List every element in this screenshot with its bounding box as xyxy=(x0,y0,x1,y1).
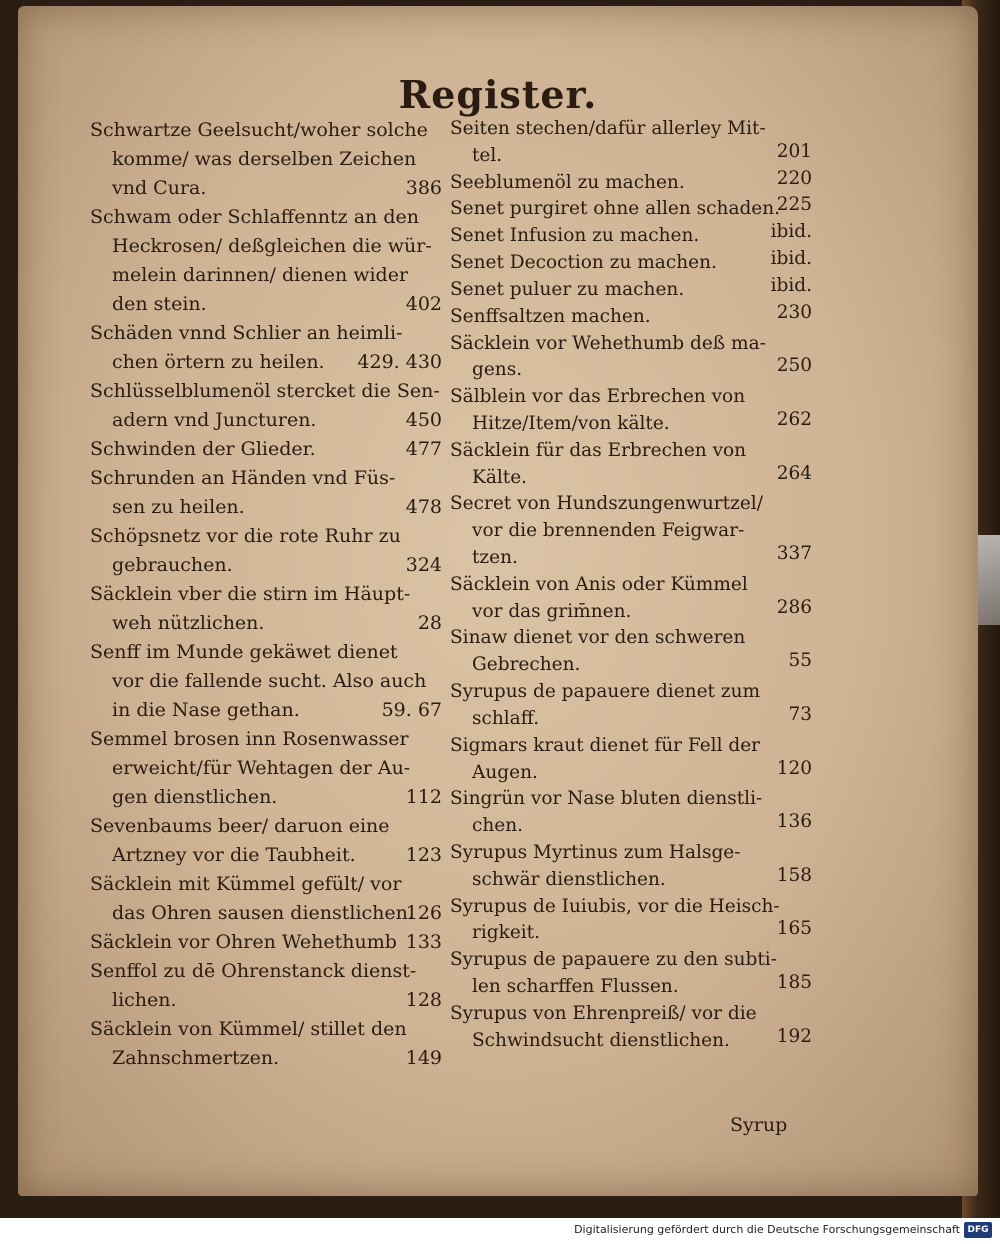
left-column xyxy=(90,116,450,1073)
entry-line: Säcklein vor Wehethumb deß ma- xyxy=(450,332,766,354)
page-reference: ibid. xyxy=(770,274,812,296)
page-reference: ibid. xyxy=(770,221,812,243)
page-reference: 286 xyxy=(776,596,812,618)
page-reference: 126 xyxy=(405,902,442,924)
register-entry xyxy=(450,947,820,1001)
page-reference: 123 xyxy=(405,844,442,866)
page-reference: 55 xyxy=(788,650,812,672)
page-reference: 225 xyxy=(776,194,812,216)
register-entry xyxy=(90,377,450,435)
entry-line: Senet puluer zu machen. xyxy=(450,278,685,300)
page-reference: 386 xyxy=(405,177,442,199)
register-entry xyxy=(90,957,450,1015)
register-entry xyxy=(90,812,450,870)
entry-line: Säcklein von Kümmel/ stillet den xyxy=(90,1018,407,1040)
register-entry xyxy=(450,331,820,385)
entry-line: Schäden vnnd Schlier an heimli- xyxy=(90,322,403,344)
entry-line: Augen. xyxy=(472,761,538,783)
register-entry xyxy=(450,274,820,304)
entry-line: das Ohren sausen dienstlichen. xyxy=(112,902,414,924)
register-entry xyxy=(90,464,450,522)
entry-line: adern vnd Juncturen. xyxy=(112,409,317,431)
entry-line: gebrauchen. xyxy=(112,554,233,576)
page-reference: 59. 67 xyxy=(381,699,442,721)
entry-line: Artzney vor die Taubheit. xyxy=(112,844,356,866)
entry-line: Seiten stechen/dafür allerley Mit- xyxy=(450,118,766,139)
entry-line: Syrupus de Iuiubis, vor die Heisch- xyxy=(450,895,780,917)
entry-line: Schwam oder Schlaffenntz an den xyxy=(90,206,419,228)
page-reference: 478 xyxy=(405,496,442,518)
entry-line: Säcklein vber die stirn im Häupt- xyxy=(90,583,411,605)
page-reference: 149 xyxy=(405,1047,442,1069)
entry-line: Schwindsucht dienstlichen. xyxy=(472,1029,730,1051)
entry-line: Secret von Hundszungenwurtzel/ xyxy=(450,493,763,515)
page-reference: 136 xyxy=(776,811,812,833)
page-reference: 324 xyxy=(405,554,442,576)
register-entry xyxy=(450,438,820,492)
entry-line: Säcklein mit Kümmel gefült/ vor xyxy=(90,873,402,895)
page-reference: 133 xyxy=(405,931,442,953)
register-entry xyxy=(90,580,450,638)
page-reference: 201 xyxy=(776,140,812,162)
entry-line: vor das grim̄nen. xyxy=(472,600,632,622)
entry-line: schwär dienstlichen. xyxy=(472,868,666,890)
funding-notice: Digitalisierung gefördert durch die Deutsche Forschungsgemeinschaft xyxy=(574,1223,960,1236)
entry-line: erweicht/für Wehtagen der Au- xyxy=(112,757,411,779)
page-reference: 477 xyxy=(405,438,442,460)
register-entry xyxy=(450,625,820,679)
catchword: Syrup xyxy=(730,1114,788,1136)
entry-line: Schlüsselblumenöl stercket die Sen- xyxy=(90,380,440,402)
register-entry xyxy=(450,733,820,787)
entry-line: tel. xyxy=(472,144,503,166)
register-entry xyxy=(450,384,820,438)
entry-line: in die Nase gethan. xyxy=(112,699,300,721)
entry-line: Säcklein für das Erbrechen von xyxy=(450,439,747,461)
entry-line: Schöpsnetz vor die rote Ruhr zu xyxy=(90,525,401,547)
entry-line: Syrupus de papauere zu den subti- xyxy=(450,949,777,971)
register-entry xyxy=(90,1015,450,1073)
register-entry xyxy=(90,203,450,319)
register-entry xyxy=(90,522,450,580)
page-reference: 185 xyxy=(776,972,812,993)
entry-line: sen zu heilen. xyxy=(112,496,245,518)
page-reference: 429. 430 xyxy=(357,351,442,373)
register-entry xyxy=(450,1001,820,1055)
entry-line: Gebrechen. xyxy=(472,654,581,676)
footer-bar xyxy=(0,1218,1000,1244)
right-column xyxy=(450,116,820,1054)
entry-line: schlaff. xyxy=(472,707,540,729)
page-reference: 28 xyxy=(417,612,442,634)
entry-line: vor die fallende sucht. Also auch xyxy=(112,670,427,692)
register-entry xyxy=(450,223,820,250)
page-reference: 402 xyxy=(405,293,442,315)
entry-line: vnd Cura. xyxy=(112,177,207,199)
register-entry xyxy=(90,725,450,812)
register-entry xyxy=(90,435,450,464)
entry-line: gen dienstlichen. xyxy=(112,786,278,808)
register-entry xyxy=(450,572,820,626)
dfg-logo: DFG xyxy=(964,1222,992,1238)
register-entry xyxy=(450,894,820,948)
entry-line: len scharffen Flussen. xyxy=(472,976,679,997)
register-entry xyxy=(90,870,450,928)
entry-line: Senffol zu dē Ohrenstanck dienst- xyxy=(90,960,417,982)
entry-line: Säcklein von Anis oder Kümmel xyxy=(450,573,748,595)
entry-line: Seeblumenöl zu machen. xyxy=(450,171,685,193)
register-entry xyxy=(90,319,450,377)
entry-line: Sevenbaums beer/ daruon eine xyxy=(90,815,390,837)
register-entry xyxy=(450,491,820,571)
entry-line: den stein. xyxy=(112,293,207,315)
register-entry xyxy=(450,840,820,894)
page-reference: 450 xyxy=(405,409,442,431)
page-reference: 165 xyxy=(776,918,812,940)
page-reference: 192 xyxy=(776,1025,812,1047)
page-reference: ibid. xyxy=(770,248,812,270)
entry-line: vor die brennenden Feigwar- xyxy=(472,520,745,542)
entry-line: lichen. xyxy=(112,989,177,1011)
entry-line: tzen. xyxy=(472,547,518,568)
page-reference: 73 xyxy=(788,703,812,725)
page-reference: 128 xyxy=(405,989,442,1011)
entry-line: Säcklein vor Ohren Wehethumb xyxy=(90,931,397,953)
page-heading: Register. xyxy=(398,72,598,117)
page-reference: 112 xyxy=(405,786,442,808)
entry-line: Syrupus Myrtinus zum Halsge- xyxy=(450,841,741,863)
entry-line: Zahnschmertzen. xyxy=(112,1047,280,1069)
entry-line: Syrupus von Ehrenpreiß/ vor die xyxy=(450,1002,757,1024)
entry-line: Schwinden der Glieder. xyxy=(90,438,316,460)
entry-line: melein darinnen/ dienen wider xyxy=(112,264,409,286)
entry-line: Senet Infusion zu machen. xyxy=(450,225,700,247)
page-reference: 264 xyxy=(776,462,812,484)
entry-line: gens. xyxy=(472,359,523,381)
page-reference: 250 xyxy=(776,355,812,377)
entry-line: Senffsaltzen machen. xyxy=(450,305,651,327)
entry-line: Kälte. xyxy=(472,466,528,488)
page-reference: 158 xyxy=(776,864,812,886)
register-entry xyxy=(450,786,820,840)
entry-line: Senet Decoction zu machen. xyxy=(450,252,717,274)
register-entry xyxy=(450,196,820,223)
entry-line: Senff im Munde gekäwet dienet xyxy=(90,641,398,663)
register-entry xyxy=(90,116,450,203)
entry-line: Semmel brosen inn Rosenwasser xyxy=(90,728,409,750)
entry-line: Schrunden an Händen vnd Füs- xyxy=(90,467,396,489)
register-entry xyxy=(450,116,820,170)
entry-line: Singrün vor Nase bluten dienstli- xyxy=(450,788,763,810)
entry-line: komme/ was derselben Zeichen xyxy=(112,148,417,170)
entry-line: Sinaw dienet vor den schweren xyxy=(450,627,746,649)
page-reference: 230 xyxy=(776,301,812,323)
book-page xyxy=(18,6,978,1196)
entry-line: Sälblein vor das Erbrechen von xyxy=(450,386,746,408)
page-reference: 337 xyxy=(776,543,812,564)
page-reference: 120 xyxy=(776,757,812,779)
register-entry xyxy=(90,928,450,957)
register-entry xyxy=(90,638,450,725)
page-reference: 220 xyxy=(776,167,812,189)
entry-line: Senet purgiret ohne allen schaden. xyxy=(450,198,781,220)
entry-line: chen örtern zu heilen. xyxy=(112,351,325,373)
register-entry xyxy=(450,250,820,277)
entry-line: rigkeit. xyxy=(472,922,540,944)
register-entry xyxy=(450,301,820,331)
entry-line: chen. xyxy=(472,815,524,837)
entry-line: weh nützlichen. xyxy=(112,612,265,634)
register-entry xyxy=(450,167,820,197)
entry-line: Hitze/Item/von kälte. xyxy=(472,412,670,434)
entry-line: Schwartze Geelsucht/woher solche xyxy=(90,119,428,141)
register-entry xyxy=(450,679,820,733)
page-reference: 262 xyxy=(776,408,812,430)
entry-line: Heckrosen/ deßgleichen die wür- xyxy=(112,235,432,257)
entry-line: Syrupus de papauere dienet zum xyxy=(450,681,761,703)
entry-line: Sigmars kraut dienet für Fell der xyxy=(450,734,761,756)
